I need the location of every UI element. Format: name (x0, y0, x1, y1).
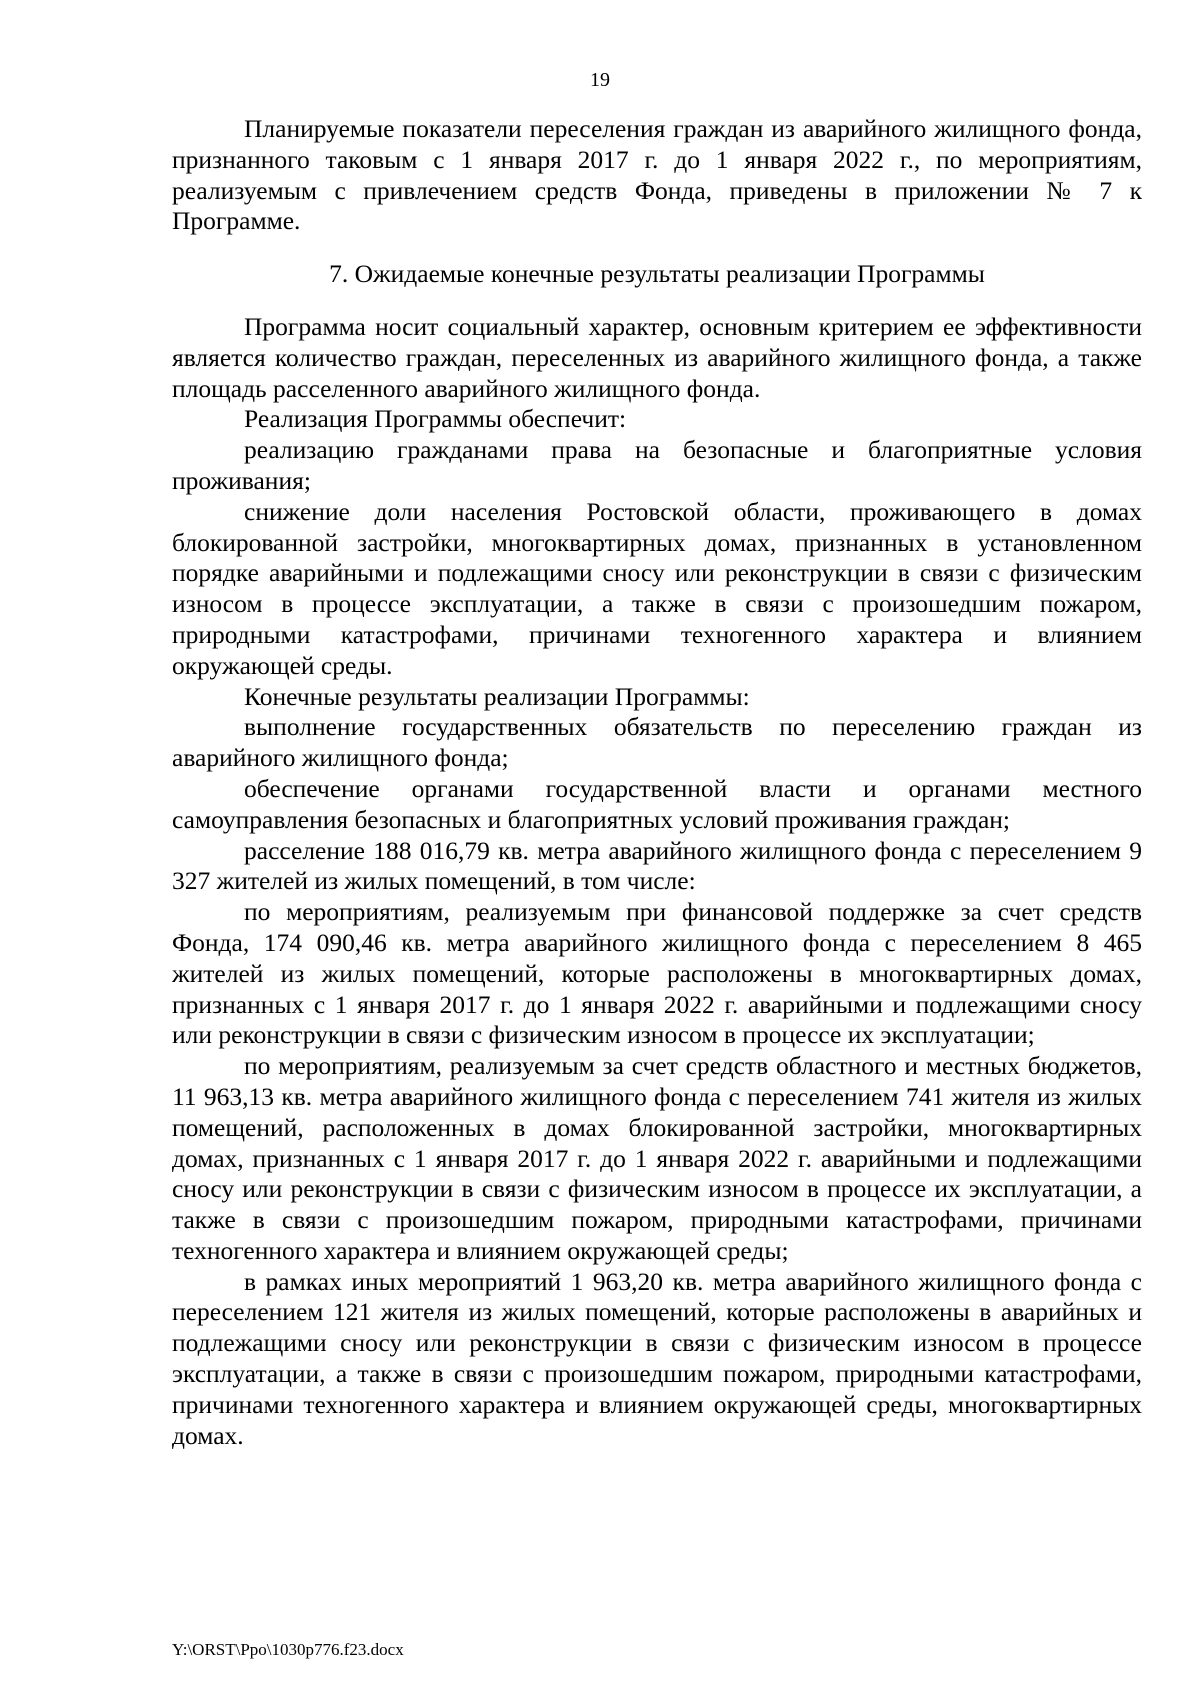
paragraph: по мероприятиям, реализуемым за счет средств областного и местных бюджетов, 11 963,13 кв. метра аварийного жилищного фонда с переселением 741 жителя из жилых помещений, расположенных в домах блокированной застройки, многоквартирных домах, признанных с 1 января 2017 г. до 1 января 2022 г. аварийными и подлежащими сносу или реконструкции в связи с физическим износом в процессе их эксплуатации, а также в связи с произошедшим пожаром, природными катастрофами, причинами техногенного характера и влиянием окружающей среды; (172, 1051, 1142, 1265)
paragraph: Реализация Программы обеспечит: (244, 404, 627, 434)
paragraph: Конечные результаты реализации Программы: (244, 681, 750, 711)
intro-paragraph: Планируемые показатели переселения граждан из аварийного жилищного фонда, признанного таковым с 1 января 2017 г. до 1 января 2022 г., по мероприятиям, реализуемым с привлечением средств Фонда, приведены в приложении № 7 к Программе. (172, 114, 1142, 236)
paragraph: реализацию гражданами права на безопасные и благоприятные условия проживания; (172, 435, 1142, 495)
section-heading: 7. Ожидаемые конечные результаты реализации Программы (329, 259, 985, 289)
paragraph: обеспечение органами государственной власти и органами местного самоуправления безопасных и благоприятных условий проживания граждан; (172, 773, 1142, 834)
paragraph: в рамках иных мероприятий 1 963,20 кв. метра аварийного жилищного фонда с переселением 121 жителя из жилых помещений, которые расположены в аварийных и подлежащими сносу или реконструкции в связи с физическим износом в процессе эксплуатации, а также в связи с произошедшим пожаром, природными катастрофами, причинами техногенного характера и влиянием окружающей среды, многоквартирных домах. (172, 1266, 1142, 1450)
footer-file-path: Y:\ORST\Ppo\1030p776.f23.docx (172, 1640, 404, 1659)
paragraph: по мероприятиям, реализуемым при финансовой поддержке за счет средств Фонда, 174 090,46 кв. метра аварийного жилищного фонда с переселением 8 465 жителей из жилых помещений, которые расположены в многоквартирных домах, признанных с 1 января 2017 г. до 1 января 2022 г. аварийными и подлежащими сносу или реконструкции в связи с физическим износом в процессе их эксплуатации; (172, 897, 1142, 1050)
paragraph: расселение 188 016,79 кв. метра аварийного жилищного фонда с переселением 9 327 жителей из жилых помещений, в том числе: (172, 835, 1142, 896)
page-number: 19 (590, 69, 610, 91)
document-body (172, 114, 1142, 1451)
paragraph: выполнение государственных обязательств по переселению граждан из аварийного жилищного фонда; (172, 712, 1142, 773)
paragraph: снижение доли населения Ростовской области, проживающего в домах блокированной застройки, многоквартирных домах, признанных в установленном порядке аварийными и подлежащими сносу или реконструкции в связи с физическим износом в процессе эксплуатации, а также в связи с произошедшим пожаром, природными катастрофами, причинами техногенного характера и влиянием окружающей среды. (172, 496, 1142, 680)
paragraph: Программа носит социальный характер, основным критерием ее эффективности является количество граждан, переселенных из аварийного жилищного фонда, а также площадь расселенного аварийного жилищного фонда. (172, 311, 1142, 403)
